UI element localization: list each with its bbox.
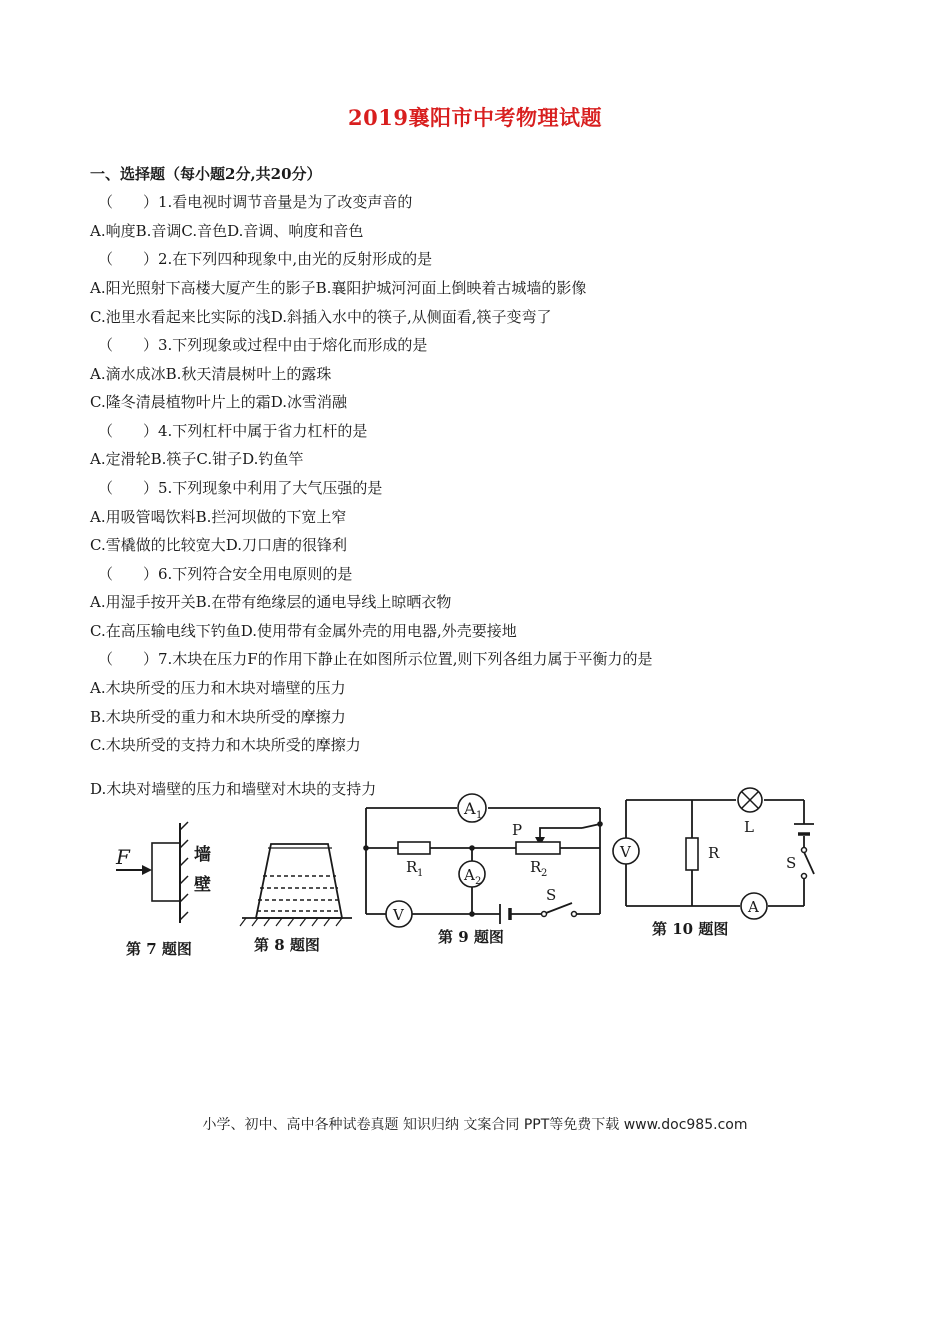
question-3-stem: （ ）3.下列现象或过程中由于熔化而形成的是: [98, 336, 428, 354]
resistor-r1: [398, 842, 430, 854]
slider-wire: [582, 824, 600, 828]
rheostat-r2-label: R: [530, 858, 542, 876]
page-footer: 小学、初中、高中各种试卷真题 知识归纳 文案合同 PPT等免费下载 www.doc985.com: [202, 1117, 748, 1133]
figure-8-dam: [238, 818, 353, 963]
figure-7-block-wall: [108, 818, 223, 963]
question-4-options: A.定滑轮B.筷子C.钳子D.钓鱼竿: [90, 450, 304, 468]
question-6-options-line-1: A.用湿手按开关B.在带有绝缘层的通电导线上晾晒衣物: [90, 593, 452, 611]
question-3-options-line-2: C.隆冬清晨植物叶片上的霜D.冰雪消融: [90, 393, 347, 411]
figure-7-caption: 第 7 题图: [126, 940, 192, 958]
question-1-stem: （ ）1.看电视时调节音量是为了改变声音的: [98, 193, 413, 211]
ammeter-a2-subscript: 2: [475, 876, 482, 887]
question-1-options: A.响度B.音调C.音色D.音调、响度和音色: [90, 222, 364, 240]
resistor-r1-label: R: [406, 858, 418, 876]
resistor-r: [686, 838, 698, 870]
figure-10-circuit: [620, 788, 820, 943]
switch-pivot: [802, 848, 807, 853]
lamp-label-l: L: [744, 818, 754, 836]
section-heading: 一、选择题（每小题2分,共20分）: [90, 165, 322, 183]
figure-9-caption: 第 9 题图: [438, 928, 504, 946]
figure-10-caption: 第 10 题图: [652, 920, 729, 938]
question-7-stem: （ ）7.木块在压力F的作用下静止在如图所示位置,则下列各组力属于平衡力的是: [98, 650, 653, 668]
resistor-r1-subscript: 1: [417, 868, 424, 879]
switch-contact: [572, 912, 577, 917]
question-7-option-a: A.木块所受的压力和木块对墙壁的压力: [90, 679, 346, 697]
question-7-option-b: B.木块所受的重力和木块所受的摩擦力: [90, 708, 346, 726]
wooden-block: [152, 843, 180, 901]
ground-hatching: [240, 918, 342, 926]
switch-contact: [802, 874, 807, 879]
question-6-options-line-2: C.在高压输电线下钓鱼D.使用带有金属外壳的用电器,外壳要接地: [90, 622, 517, 640]
junction-bottom: [469, 911, 475, 917]
question-2-options-line-2: C.池里水看起来比实际的浅D.斜插入水中的筷子,从侧面看,筷子变弯了: [90, 308, 552, 326]
ammeter-a1-subscript: 1: [476, 810, 483, 821]
switch-label-s: S: [786, 854, 797, 872]
question-5-options-line-2: C.雪橇做的比较宽大D.刀口唐的很锋利: [90, 536, 347, 554]
wall-label-char-1: 墙: [194, 845, 211, 865]
force-label-f: F: [116, 845, 130, 869]
rheostat-r2: [516, 842, 560, 854]
question-4-stem: （ ）4.下列杠杆中属于省力杠杆的是: [98, 422, 368, 440]
switch-lever: [546, 903, 572, 913]
question-6-stem: （ ）6.下列符合安全用电原则的是: [98, 565, 353, 583]
question-7-option-c: C.木块所受的支持力和木块所受的摩擦力: [90, 736, 361, 754]
question-5-stem: （ ）5.下列现象中利用了大气压强的是: [98, 479, 383, 497]
slider-label-p: P: [512, 821, 523, 839]
question-2-options-line-1: A.阳光照射下高楼大厦产生的影子B.襄阳护城河河面上倒映着古城墙的影像: [90, 279, 587, 297]
figure-8-caption: 第 8 题图: [254, 936, 320, 954]
switch-lever: [804, 852, 814, 874]
question-2-stem: （ ）2.在下列四种现象中,由光的反射形成的是: [98, 250, 433, 268]
circuit-9-wires: [366, 808, 600, 914]
figure-9-circuit: [360, 790, 610, 950]
junction-middle: [469, 845, 475, 851]
force-arrowhead: [142, 865, 152, 875]
ammeter-a1-label: A: [464, 799, 476, 818]
question-7-option-d: D.木块对墙壁的压力和墙壁对木块的支持力: [90, 780, 377, 798]
dam-body: [256, 844, 342, 918]
question-5-options-line-1: A.用吸管喝饮料B.拦河坝做的下宽上窄: [90, 508, 347, 526]
junction-left: [363, 845, 369, 851]
ammeter-a2-label: A: [464, 866, 475, 884]
wall-label-char-2: 壁: [194, 875, 211, 895]
question-3-options-line-1: A.滴水成冰B.秋天清晨树叶上的露珠: [90, 365, 332, 383]
rheostat-r2-subscript: 2: [541, 868, 548, 879]
switch-label-s: S: [546, 886, 557, 904]
voltmeter-v-label: V: [393, 906, 404, 924]
voltmeter-v-label: V: [620, 843, 631, 861]
wall-hatching: [180, 822, 188, 920]
ammeter-a-label: A: [748, 898, 759, 916]
resistor-r-label: R: [708, 844, 720, 862]
page-title: 2019襄阳市中考物理试题: [348, 105, 602, 130]
